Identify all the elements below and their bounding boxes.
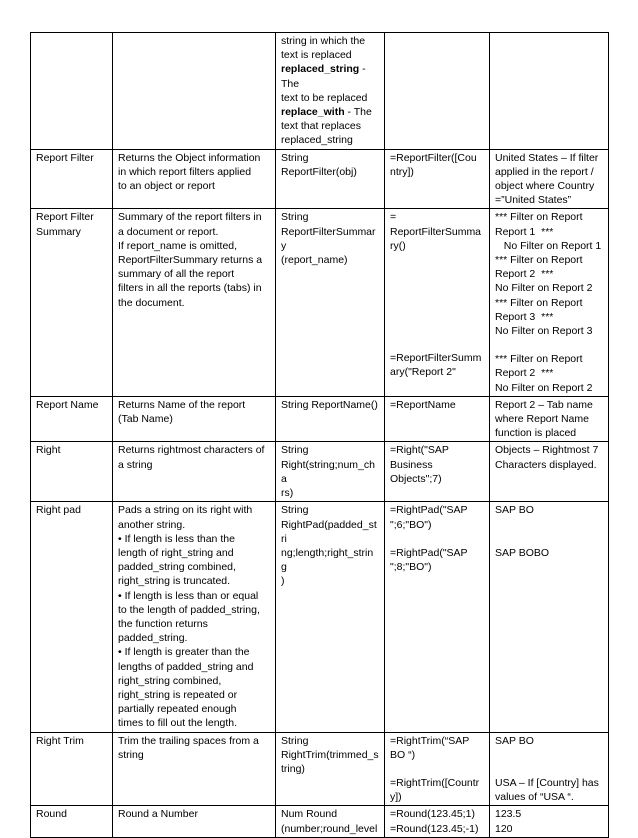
function-syntax	[276, 209, 385, 396]
text-line: *** Filter on Report	[495, 353, 583, 366]
text-line: Business	[390, 458, 433, 471]
function-description	[113, 396, 276, 442]
table-row	[31, 732, 609, 806]
text-line: =ReportFilter([Cou	[390, 151, 477, 164]
function-example	[385, 209, 490, 396]
cell	[113, 33, 276, 150]
function-output	[490, 732, 609, 806]
text-line: summary of all the report	[118, 268, 235, 281]
text-line: (report_name)	[281, 254, 348, 267]
function-name	[31, 442, 113, 502]
function-output	[490, 442, 609, 502]
function-description	[113, 502, 276, 732]
text-line: Summary	[36, 225, 81, 238]
function-name	[31, 149, 113, 209]
function-syntax	[276, 149, 385, 209]
text-line: right_string is truncated.	[118, 575, 231, 588]
text-line: BO “)	[390, 748, 416, 761]
function-name	[31, 806, 113, 837]
text-line: *** Filter on Report	[495, 254, 583, 267]
text-line: Right pad	[36, 504, 81, 517]
text-line: =	[390, 211, 397, 224]
text-line: =Round(123.45;1)	[390, 808, 475, 821]
text-line: a string	[118, 458, 153, 471]
text-line: Returns Name of the report	[118, 398, 246, 411]
function-example	[385, 502, 490, 732]
function-description	[113, 442, 276, 502]
text-line: ReportFilterSummary returns a	[118, 254, 263, 267]
text-line: • If length is greater than the	[118, 646, 250, 659]
text-line: • If length is less than the	[118, 532, 235, 545]
cell	[490, 33, 609, 150]
table-row	[31, 806, 609, 837]
text-line: in which report filters applied	[118, 165, 252, 178]
text-line: =ReportName	[390, 398, 456, 411]
text-line: 123.5	[495, 808, 522, 821]
text-line: padded_string combined,	[118, 561, 236, 574]
text-line: String	[281, 504, 309, 517]
table-row	[31, 149, 609, 209]
text-line: =RightTrim(“SAP	[390, 734, 470, 747]
text-line: Report 2 – Tab name	[495, 398, 593, 411]
text-line: If report_name is omitted,	[118, 239, 238, 252]
text-line: No Filter on Report 2	[495, 381, 593, 394]
text-line: No Filter on Report 1	[495, 239, 602, 252]
text-line: padded_string.	[118, 632, 188, 645]
text-line: Trim the trailing spaces from a	[118, 734, 259, 747]
function-example	[385, 806, 490, 837]
function-description	[113, 209, 276, 396]
text-line: Pads a string on its right with	[118, 504, 253, 517]
function-syntax	[276, 442, 385, 502]
text-line: United States – If filter	[495, 151, 599, 164]
text-line: SAP BO	[495, 734, 534, 747]
text-line: Report 3 ***	[495, 310, 554, 323]
text-line: (Tab Name)	[118, 413, 173, 426]
text-line: Report 2 ***	[495, 268, 554, 281]
function-output	[490, 396, 609, 442]
text-line: another string.	[118, 518, 186, 531]
text-line: =”United States”	[495, 194, 572, 207]
function-output	[490, 149, 609, 209]
text-line: rs)	[281, 487, 294, 500]
text-line: filters in all the reports (tabs) in	[118, 282, 262, 295]
text-line: Report Filter	[36, 211, 94, 224]
text-line: Round a Number	[118, 808, 198, 821]
text-line: SAP BO	[495, 504, 534, 517]
text-line: replaced_string	[281, 134, 353, 147]
text-line: right_string is repeated or	[118, 688, 238, 701]
text-line: ReportFilter(obj)	[281, 165, 357, 178]
text-line: String	[281, 211, 309, 224]
function-example	[385, 442, 490, 502]
text-line: )	[281, 575, 285, 588]
text-line: String	[281, 151, 309, 164]
text-line: =RightPad("SAP	[390, 504, 468, 517]
function-output	[490, 806, 609, 837]
cell-syntax	[276, 33, 385, 150]
text-line: ";8;"BO")	[390, 560, 432, 573]
text-line: ReportFilterSumma	[390, 225, 482, 238]
function-description	[113, 732, 276, 806]
text-line: the function returns	[118, 617, 208, 630]
text-line: Right(string;num_cha	[281, 458, 375, 485]
functions-table	[30, 32, 609, 838]
cell	[385, 33, 490, 150]
table-row	[31, 442, 609, 502]
text-line: • If length is less than or equal	[118, 589, 259, 602]
text-line: ry()	[390, 239, 406, 252]
function-syntax	[276, 502, 385, 732]
function-syntax	[276, 806, 385, 837]
text-line: tring)	[281, 762, 305, 775]
text-line: ng;length;right_string	[281, 546, 374, 574]
text-line: text that replaces	[281, 120, 361, 133]
text-line: =RightPad("SAP	[390, 546, 468, 559]
function-description	[113, 149, 276, 209]
text-line: =ReportFilterSumm	[390, 352, 482, 365]
cell	[31, 33, 113, 150]
text-line: length of right_string and	[118, 546, 234, 559]
text-line: function is placed	[495, 427, 577, 440]
table-row	[31, 396, 609, 442]
text-line: Report Name	[36, 398, 99, 411]
text-line: Num Round	[281, 808, 338, 821]
text-line: Report 2 ***	[495, 367, 554, 380]
text-line: Report 1 ***	[495, 225, 554, 238]
text-line: a document or report.	[118, 225, 219, 238]
text-line: RightPad(padded_stri	[281, 518, 377, 545]
text-line: (number;round_level	[281, 822, 378, 835]
text-line: string in which the	[281, 35, 366, 47]
function-output	[490, 502, 609, 732]
text-line: - The	[281, 63, 369, 90]
text-line: object where Country	[495, 180, 595, 193]
text-line: text is replaced	[281, 49, 352, 62]
text-line: lengths of padded_string and	[118, 660, 254, 673]
text-line: y])	[390, 791, 402, 804]
text-line: String	[281, 734, 309, 747]
text-line: to the length of padded_string,	[118, 603, 260, 616]
text-line: ary("Report 2"	[390, 366, 456, 379]
function-name	[31, 732, 113, 806]
text-line: SAP BOBO	[495, 546, 550, 559]
param-name: replace_with	[281, 106, 345, 119]
table-row	[31, 502, 609, 732]
text-line: *** Filter on Report	[495, 296, 583, 309]
text-line: RightTrim(trimmed_s	[281, 748, 379, 761]
text-line: right_string combined,	[118, 674, 222, 687]
text-line: No Filter on Report 3	[495, 325, 593, 338]
text-line: Right	[36, 444, 61, 457]
text-line: Summary of the report filters in	[118, 211, 262, 224]
text-line: Objects";7)	[390, 472, 442, 485]
function-syntax	[276, 396, 385, 442]
text-line: Right Trim	[36, 734, 84, 747]
text-line: =RightTrim([Countr	[390, 776, 480, 789]
text-line: times to fill out the length.	[118, 717, 238, 730]
text-line: Report Filter	[36, 151, 94, 164]
function-syntax	[276, 732, 385, 806]
text-line: String	[281, 444, 309, 457]
text-line: ";6;"BO")	[390, 518, 432, 531]
text-line: Objects – Rightmost 7	[495, 444, 599, 457]
table-row	[31, 209, 609, 396]
param-name: replaced_string	[281, 63, 360, 76]
function-example	[385, 396, 490, 442]
text-line: =Right("SAP	[390, 444, 449, 457]
table-row	[31, 33, 609, 150]
text-line: =Round(123.45;-1)	[390, 822, 479, 835]
text-line: Characters displayed.	[495, 458, 597, 471]
function-example	[385, 732, 490, 806]
text-line: string	[118, 748, 144, 761]
text-line: *** Filter on Report	[495, 211, 583, 224]
text-line: Returns rightmost characters of	[118, 444, 265, 457]
function-example	[385, 149, 490, 209]
text-line: 120	[495, 822, 513, 835]
function-name	[31, 502, 113, 732]
text-line: No Filter on Report 2	[495, 282, 593, 295]
text-line: - The	[344, 106, 372, 119]
text-line: String ReportName()	[281, 398, 378, 411]
text-line: ReportFilterSummary	[281, 225, 376, 252]
function-name	[31, 209, 113, 396]
function-name	[31, 396, 113, 442]
text-line: values of “USA “.	[495, 790, 574, 803]
text-line: partially repeated enough	[118, 703, 237, 716]
text-line: Round	[36, 808, 67, 821]
text-line: the document.	[118, 296, 185, 309]
text-line: where Report Name	[495, 413, 589, 426]
text-line: Returns the Object information	[118, 151, 261, 164]
text-line: applied in the report /	[495, 165, 594, 178]
function-description	[113, 806, 276, 837]
text-line: ntry])	[390, 165, 414, 178]
text-line: USA – If [Country] has	[495, 776, 599, 789]
text-line: text to be replaced	[281, 91, 368, 104]
text-line: to an object or report	[118, 180, 215, 193]
function-output	[490, 209, 609, 396]
